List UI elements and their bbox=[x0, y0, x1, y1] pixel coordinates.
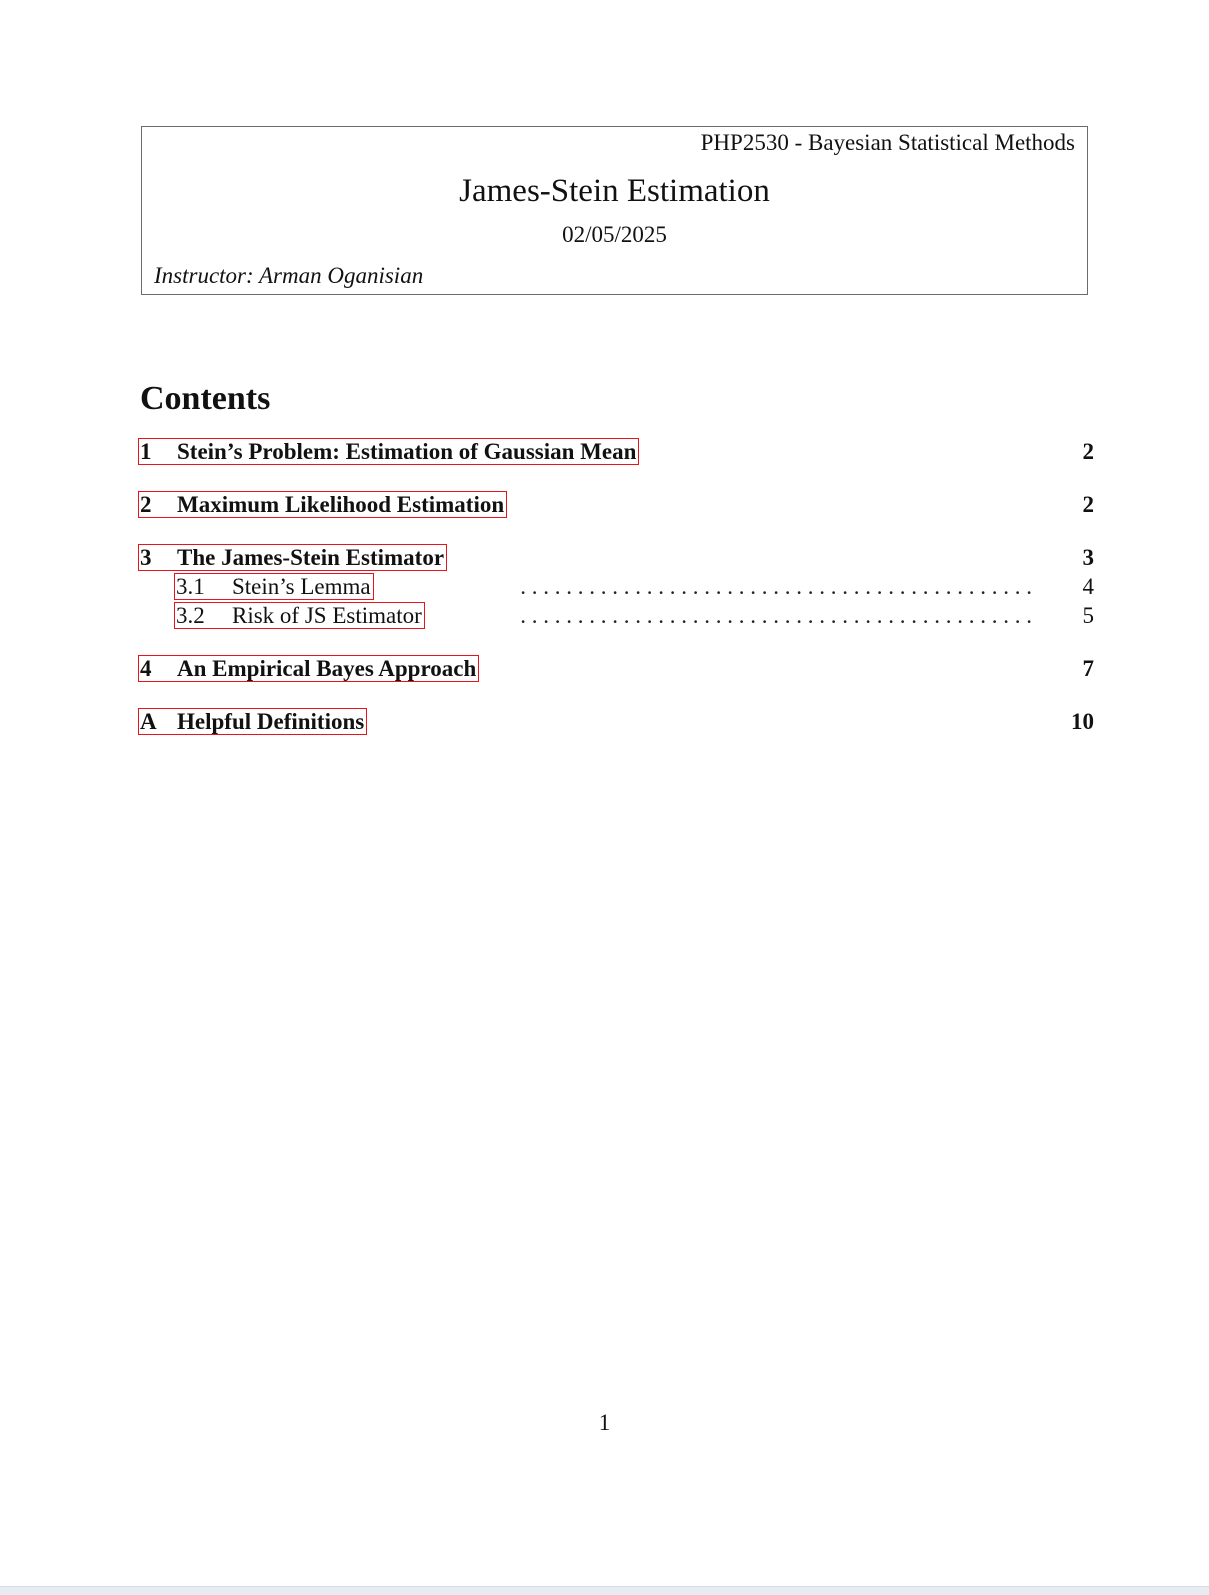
course-name: PHP2530 - Bayesian Statistical Methods bbox=[700, 130, 1075, 155]
toc-number: 3.1 bbox=[176, 574, 205, 599]
page-number: 1 bbox=[598, 1410, 611, 1435]
toc-number: 4 bbox=[140, 656, 152, 681]
toc-number: 2 bbox=[140, 492, 152, 517]
toc-link-1[interactable] bbox=[138, 438, 639, 465]
toc-entry-1 bbox=[138, 438, 1094, 466]
contents-heading: Contents bbox=[140, 380, 271, 417]
toc-number: 3.2 bbox=[176, 603, 205, 628]
toc-entry-a bbox=[138, 708, 1094, 736]
toc-entry-2 bbox=[138, 491, 1094, 519]
toc-page-number: 2 bbox=[1082, 492, 1094, 517]
toc-page-number: 3 bbox=[1082, 545, 1094, 570]
toc-link-3[interactable] bbox=[138, 544, 447, 571]
toc-link-3-2[interactable] bbox=[174, 602, 425, 629]
toc-number: 1 bbox=[140, 439, 152, 464]
toc-page-number: 4 bbox=[1082, 574, 1094, 599]
toc-label: Stein’s Lemma bbox=[232, 574, 371, 599]
toc-page-number: 2 bbox=[1082, 439, 1094, 464]
toc-page-number: 10 bbox=[1071, 709, 1094, 734]
toc-label: Maximum Likelihood Estimation bbox=[177, 492, 505, 517]
toc-link-2[interactable] bbox=[138, 491, 507, 518]
toc-label: The James-Stein Estimator bbox=[177, 545, 445, 570]
document-date: 02/05/2025 bbox=[562, 222, 667, 247]
toc-link-3-1[interactable] bbox=[174, 573, 374, 600]
toc-page-number: 5 bbox=[1082, 603, 1094, 628]
toc-label: Stein’s Problem: Estimation of Gaussian Mean bbox=[177, 439, 637, 464]
toc-entry-3-1 bbox=[174, 573, 1094, 601]
toc-label: Risk of JS Estimator bbox=[232, 603, 422, 628]
toc-label: An Empirical Bayes Approach bbox=[177, 656, 477, 681]
toc-label: Helpful Definitions bbox=[177, 709, 365, 734]
toc-entry-4 bbox=[138, 655, 1094, 683]
toc-dot-leaders: . . . . . . . . . . . . . . . . . . . . . . . . . . . . . . . . . . . . . . . . . . . . . bbox=[520, 603, 1032, 628]
toc-page-number: 7 bbox=[1082, 656, 1094, 681]
instructor-name: Instructor: Arman Oganisian bbox=[154, 263, 424, 288]
toc-link-a[interactable] bbox=[138, 708, 367, 735]
title-box bbox=[141, 126, 1088, 295]
document-title: James-Stein Estimation bbox=[459, 173, 770, 209]
toc-entry-3-2 bbox=[174, 602, 1094, 630]
toc-number: 3 bbox=[140, 545, 152, 570]
toc-entry-3 bbox=[138, 544, 1094, 572]
toc-link-4[interactable] bbox=[138, 655, 479, 682]
toc-dot-leaders: . . . . . . . . . . . . . . . . . . . . . . . . . . . . . . . . . . . . . . . . . . . . . bbox=[520, 574, 1032, 599]
toc-number: A bbox=[140, 709, 157, 734]
